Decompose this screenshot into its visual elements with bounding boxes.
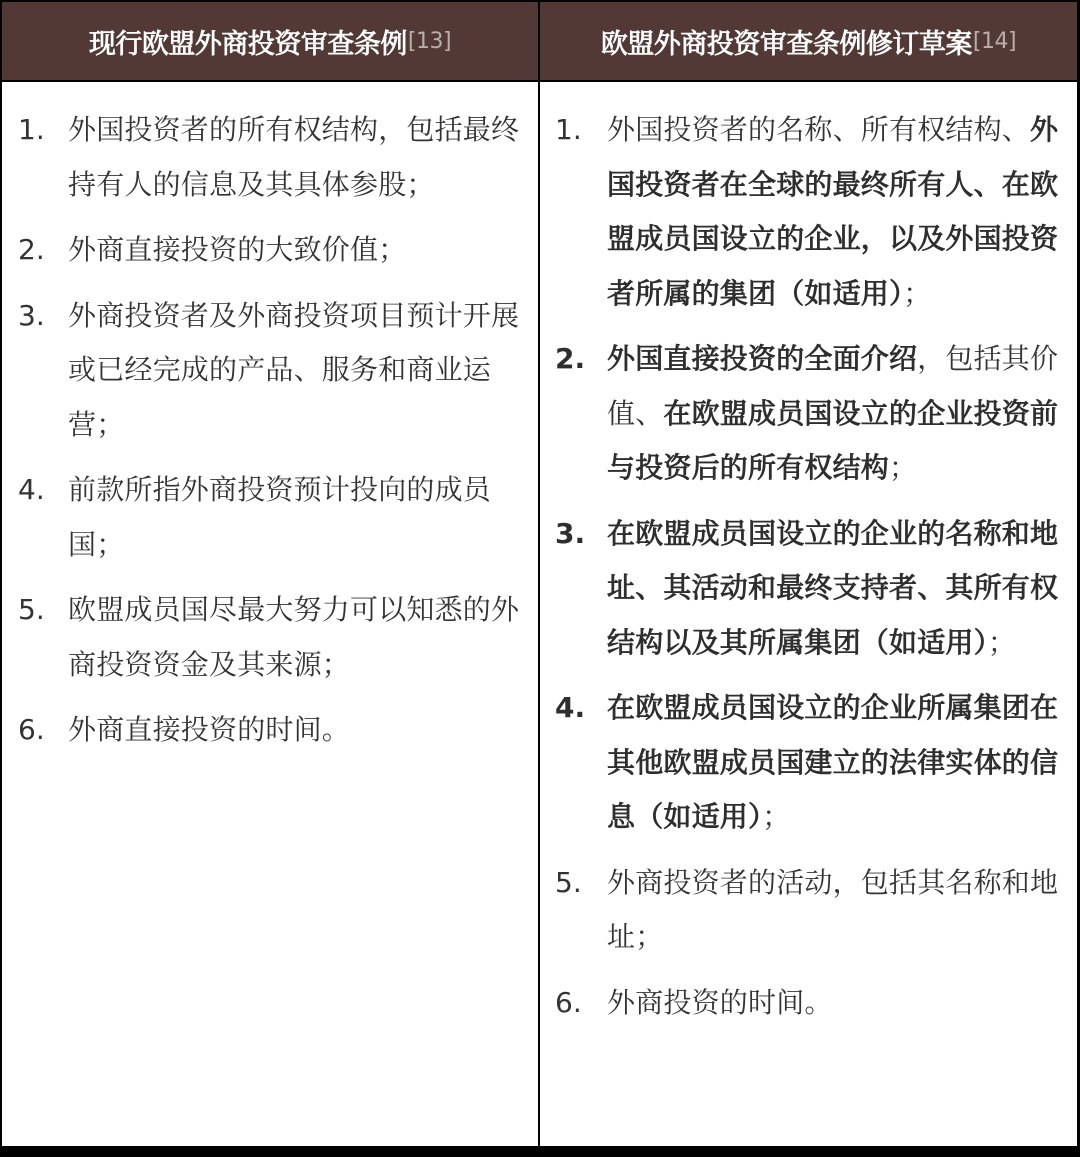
item-text: 外商投资者及外商投资项目预计开展或已经完成的产品、服务和商业运营；	[68, 298, 520, 441]
text-segment: ；	[987, 625, 1017, 659]
item-text	[607, 507, 1077, 671]
list-item	[2, 463, 538, 572]
item-number: 6.	[18, 713, 45, 746]
list-item	[2, 103, 538, 212]
list-item	[540, 507, 1077, 671]
list-item	[540, 332, 1077, 496]
current-regulation-list	[2, 82, 538, 758]
list-item	[540, 976, 1077, 1031]
item-number: 1.	[18, 113, 45, 146]
draft-amendment-list	[540, 82, 1077, 1030]
header-current-title: 现行欧盟外商投资审查条例	[88, 28, 407, 60]
item-text: 外国投资者的所有权结构，包括最终持有人的信息及其具体参股；	[68, 113, 520, 201]
item-number: 3.	[18, 298, 45, 332]
header-draft-title: 欧盟外商投资审查条例修订草案	[600, 28, 972, 60]
item-text	[607, 103, 1077, 321]
draft-amendment-cell	[540, 82, 1077, 1146]
item-text: 外商直接投资的时间。	[68, 713, 351, 746]
text-segment: ；	[903, 276, 932, 310]
list-item	[2, 289, 538, 453]
item-number: 4.	[555, 691, 586, 724]
text-segment: 外商投资的时间。	[607, 985, 833, 1019]
text-segment: ；	[889, 451, 918, 484]
text-segment: 外国投资者的名称、所有权结构、	[607, 113, 1031, 146]
list-item	[540, 681, 1077, 845]
item-number: 2.	[555, 342, 586, 375]
item-text: 前款所指外商投资预计投向的成员国；	[68, 473, 492, 561]
footnote-ref-14[interactable]: [14]	[972, 28, 1017, 54]
header-current-regulation	[2, 2, 538, 80]
item-number: 2.	[18, 233, 45, 266]
text-segment-emphasis: 在欧盟成员国设立的企业投资前与投资后的所有权结构	[607, 396, 1059, 484]
comparison-table	[2, 2, 1077, 1148]
footnote-ref-13[interactable]: [13]	[407, 28, 452, 54]
item-text: 欧盟成员国尽最大努力可以知悉的外商投资资金及其来源；	[68, 593, 520, 681]
list-item	[2, 223, 538, 278]
item-number: 6.	[555, 985, 582, 1019]
text-segment-emphasis: 外国投资者在全球的最终所有人、在欧盟成员国设立的企业，以及外国投资者所属的集团（如适用）	[607, 113, 1059, 310]
current-regulation-cell	[2, 82, 538, 1146]
text-segment: 外商投资者的活动，包括其名称和地址；	[607, 865, 1059, 953]
item-text	[607, 332, 1077, 496]
text-segment-emphasis: 外国直接投资的全面介绍	[607, 342, 918, 375]
text-segment-emphasis: 在欧盟成员国设立的企业的名称和地址、其活动和最终支持者、其所有权结构以及其所属集团（如适用）	[607, 516, 1059, 659]
text-segment-emphasis: 在欧盟成员国设立的企业所属集团在其他欧盟成员国建立的法律实体的信息（如适用）	[607, 691, 1059, 833]
list-item	[540, 103, 1077, 321]
list-item	[2, 703, 538, 758]
list-item	[2, 583, 538, 692]
item-number: 5.	[555, 865, 582, 899]
text-segment: ；	[762, 800, 791, 833]
item-text	[607, 856, 1077, 965]
item-text	[607, 976, 1077, 1031]
item-text: 外商直接投资的大致价值；	[68, 233, 407, 266]
item-number: 1.	[555, 113, 582, 146]
item-number: 4.	[18, 473, 45, 506]
item-number: 3.	[555, 516, 586, 550]
header-draft-amendment	[540, 2, 1077, 80]
list-item	[540, 856, 1077, 965]
item-text	[607, 681, 1077, 845]
text-segment: ，包括其价值、	[607, 342, 1059, 430]
item-number: 5.	[18, 593, 45, 626]
